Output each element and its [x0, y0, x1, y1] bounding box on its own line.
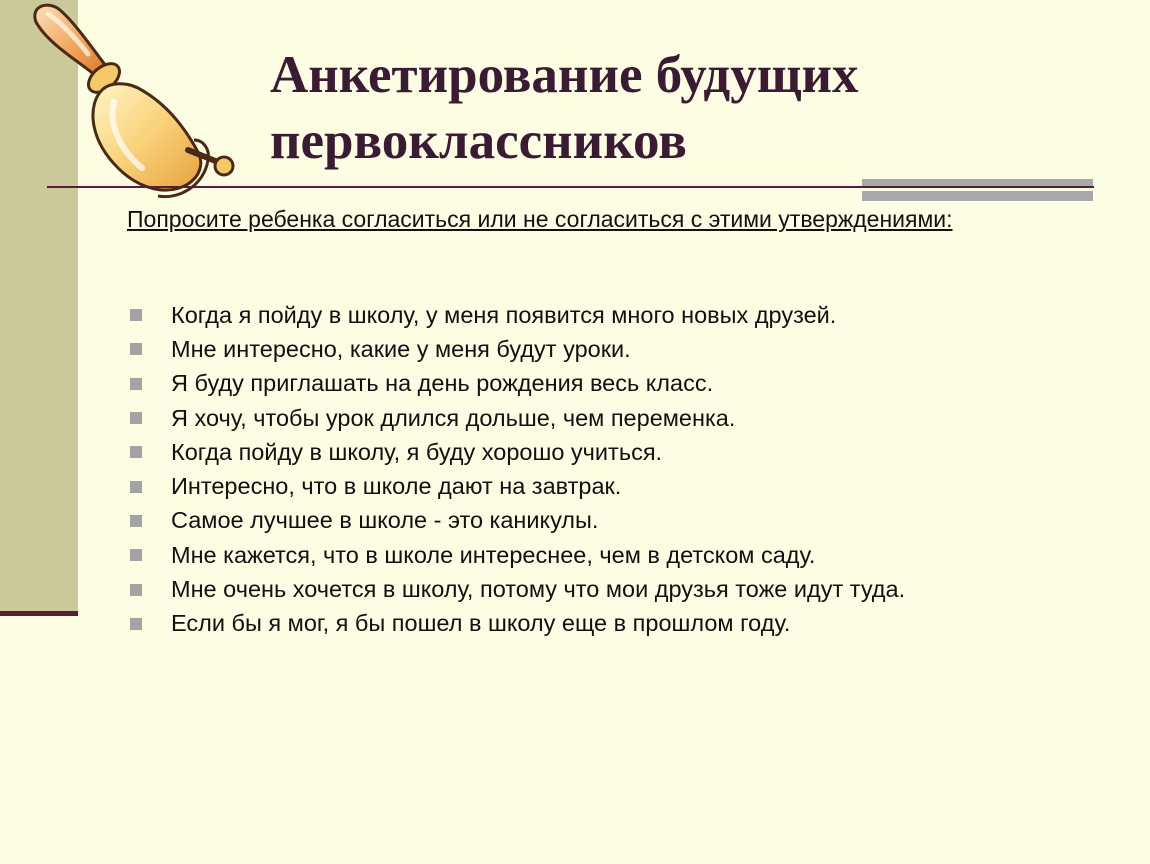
statement-text: Когда пойду в школу, я буду хорошо учиться.	[171, 438, 663, 465]
statement-text: Если бы я мог, я бы пошел в школу еще в прошлом году.	[171, 610, 791, 637]
statement-text: Самое лучшее в школе - это каникулы.	[171, 507, 599, 534]
list-item	[130, 572, 905, 606]
square-bullet-icon	[130, 412, 142, 424]
title-accent-bar-bottom	[862, 191, 1093, 201]
square-bullet-icon	[130, 309, 142, 321]
statement-text: Интересно, что в школе дают на завтрак.	[171, 473, 622, 500]
list-item	[130, 298, 905, 332]
square-bullet-icon	[130, 618, 142, 630]
list-item	[130, 504, 905, 538]
statement-text: Когда я пойду в школу, у меня появится много новых друзей.	[171, 301, 837, 328]
square-bullet-icon	[130, 343, 142, 355]
statement-text: Я буду приглашать на день рождения весь класс.	[171, 370, 714, 397]
list-item	[130, 332, 905, 366]
list-item	[130, 469, 905, 503]
slide-title-line-2: первоклассников	[270, 112, 687, 170]
list-item	[130, 435, 905, 469]
list-item	[130, 367, 905, 401]
school-bell-icon	[18, 0, 238, 205]
statement-text: Мне кажется, что в школе интереснее, чем в детском саду.	[171, 541, 816, 568]
statement-text: Мне очень хочется в школу, потому что мои друзья тоже идут туда.	[171, 576, 906, 603]
statement-text: Я хочу, чтобы урок длился дольше, чем переменка.	[171, 404, 736, 431]
square-bullet-icon	[130, 446, 142, 458]
list-item	[130, 401, 905, 435]
square-bullet-icon	[130, 515, 142, 527]
list-item	[130, 607, 905, 641]
square-bullet-icon	[130, 549, 142, 561]
title-accent-bar	[862, 179, 1093, 201]
slide-title	[270, 42, 859, 174]
statement-list	[130, 298, 905, 641]
square-bullet-icon	[130, 378, 142, 390]
slide-title-line-1: Анкетирование будущих	[270, 46, 859, 104]
left-band-divider	[0, 611, 78, 616]
intro-instruction: Попросите ребенка согласиться или не согласиться с этими утверждениями:	[127, 206, 953, 232]
square-bullet-icon	[130, 584, 142, 596]
square-bullet-icon	[130, 481, 142, 493]
statement-text: Мне интересно, какие у меня будут уроки.	[171, 335, 631, 362]
list-item	[130, 538, 905, 572]
title-accent-bar-top	[862, 179, 1093, 186]
